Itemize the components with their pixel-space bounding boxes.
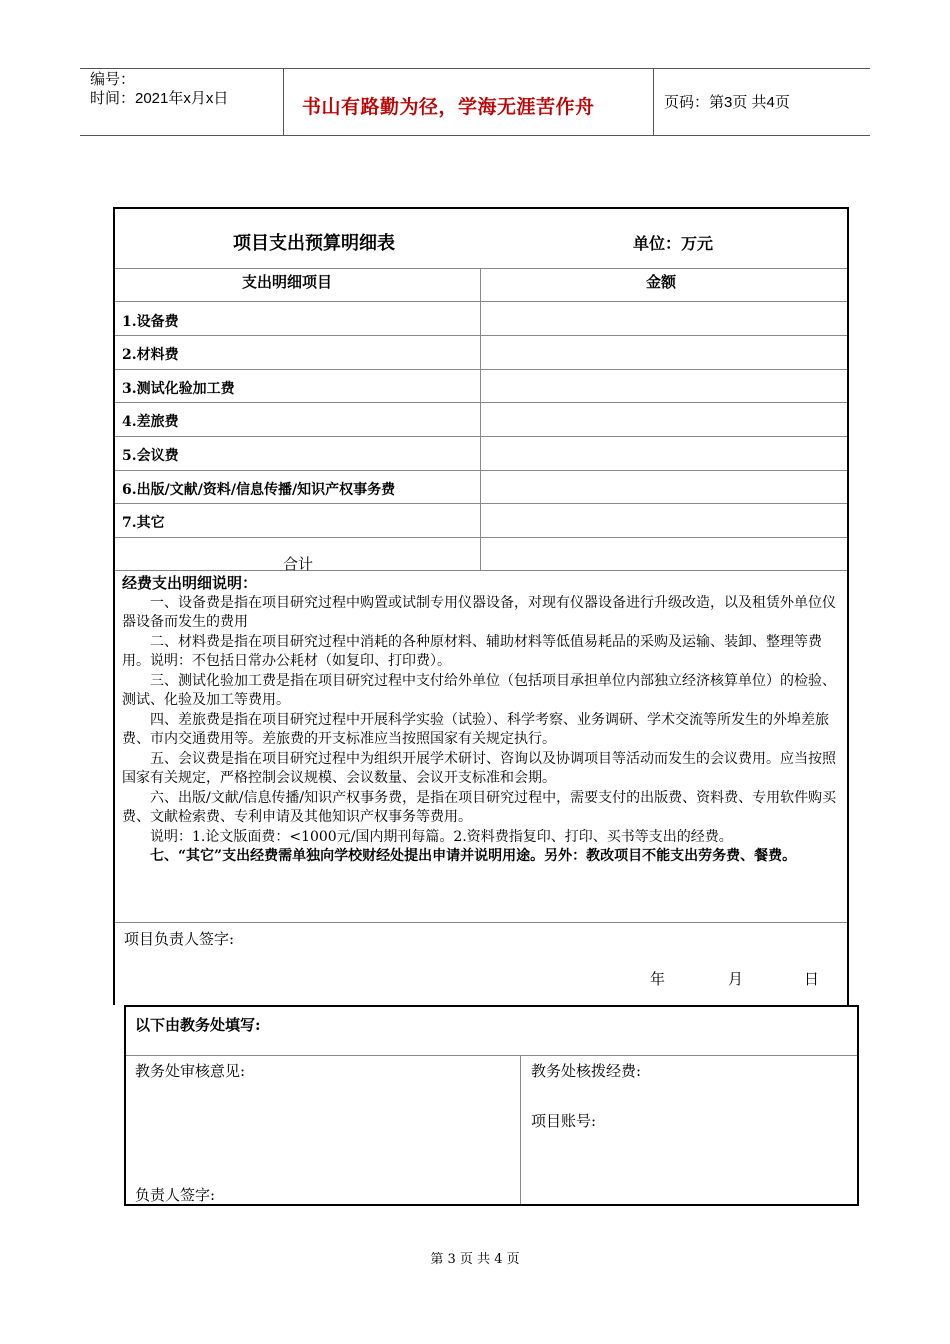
notes-heading: 经费支出明细说明：	[122, 574, 258, 592]
row-rule	[115, 402, 847, 403]
signature-month: 月	[728, 970, 744, 988]
page-footer: 第 3 页 共 4 页	[430, 1252, 520, 1267]
table-title: 项目支出预算明细表	[233, 233, 395, 254]
note-paragraph: 说明：1.论文版面费：<1000元/国内期刊每篇。2.资料费指复印、打印、买书等支出的经费。	[150, 828, 733, 845]
header-divider-right	[653, 68, 654, 136]
row-rule	[115, 922, 847, 923]
unit-label: 单位：万元	[633, 234, 714, 253]
total-label: 合计	[283, 555, 314, 573]
table-row: 3.测试化验加工费	[122, 381, 235, 397]
signature-year: 年	[650, 970, 666, 988]
table-row: 1.设备费	[122, 314, 179, 330]
row-rule	[115, 537, 847, 538]
signature-day: 日	[804, 970, 820, 988]
row-rule	[115, 301, 847, 302]
row-rule	[115, 436, 847, 437]
budget-notes	[122, 574, 840, 867]
note-paragraph: 三、测试化验加工费是指在项目研究过程中支付给外单位（包括项目承担单位内部独立经济核算单位）的检验、测试、化验及加工等费用。	[122, 672, 836, 708]
office-signer-label: 负责人签字:	[135, 1186, 216, 1204]
row-rule	[115, 268, 847, 269]
column-header-amount: 金额	[646, 273, 677, 291]
table-row: 7.其它	[122, 515, 165, 531]
office-heading: 以下由教务处填写:	[135, 1016, 261, 1034]
project-account-label: 项目账号:	[531, 1112, 597, 1130]
header-top-rule	[80, 68, 870, 69]
office-section	[124, 1005, 859, 1206]
table-row: 6.出版/文献/资料/信息传播/知识产权事务费	[122, 482, 396, 498]
column-header-item: 支出明细项目	[242, 273, 333, 291]
header-divider-left	[283, 68, 284, 136]
row-rule	[115, 335, 847, 336]
header-bottom-rule	[80, 135, 870, 136]
column-rule	[480, 268, 481, 570]
row-rule	[126, 1055, 857, 1056]
office-funding-label: 教务处核拨经费:	[531, 1062, 642, 1080]
document-number-label: 编号：	[90, 71, 136, 88]
table-row: 4.差旅费	[122, 414, 179, 430]
table-row: 5.会议费	[122, 448, 179, 464]
document-date: 时间：2021年x月x日	[90, 90, 229, 107]
note-paragraph: 四、差旅费是指在项目研究过程中开展科学实验（试验）、科学考察、业务调研、学术交流等所发生的外埠差旅费、市内交通费用等。差旅费的开支标准应当按照国家有关规定执行。	[122, 711, 829, 747]
row-rule	[115, 570, 847, 571]
table-row: 2.材料费	[122, 347, 179, 363]
project-lead-signature-label: 项目负责人签字:	[124, 930, 235, 948]
row-rule	[115, 503, 847, 504]
column-rule	[520, 1055, 521, 1204]
note-paragraph-emphasis: 七、“其它”支出经费需单独向学校财经处提出申请并说明用途。另外：教改项目不能支出劳务费、餐费。	[150, 848, 797, 864]
note-paragraph: 五、会议费是指在项目研究过程中为组织开展学术研讨、咨询以及协调项目等活动而发生的会议费用。应当按照国家有关规定，严格控制会议规模、会议数量、会议开支标准和会期。	[122, 750, 836, 786]
office-opinion-label: 教务处审核意见:	[135, 1062, 246, 1080]
page-info: 页码：第3页 共4页	[664, 94, 790, 111]
row-rule	[115, 470, 847, 471]
note-paragraph: 六、出版/文献/信息传播/知识产权事务费，是指在项目研究过程中，需要支付的出版费、资料费、专用软件购买费、文献检索费、专利申请及其他知识产权事务等费用。	[122, 789, 837, 825]
header-motto: 书山有路勤为径，学海无涯苦作舟	[302, 96, 595, 118]
row-rule	[115, 369, 847, 370]
note-paragraph: 一、设备费是指在项目研究过程中购置或试制专用仪器设备，对现有仪器设备进行升级改造，以及租赁外单位仪器设备而发生的费用	[122, 594, 836, 630]
note-paragraph: 二、材料费是指在项目研究过程中消耗的各种原材料、辅助材料等低值易耗品的采购及运输、装卸、整理等费用。说明：不包括日常办公耗材（如复印、打印费）。	[122, 633, 822, 669]
